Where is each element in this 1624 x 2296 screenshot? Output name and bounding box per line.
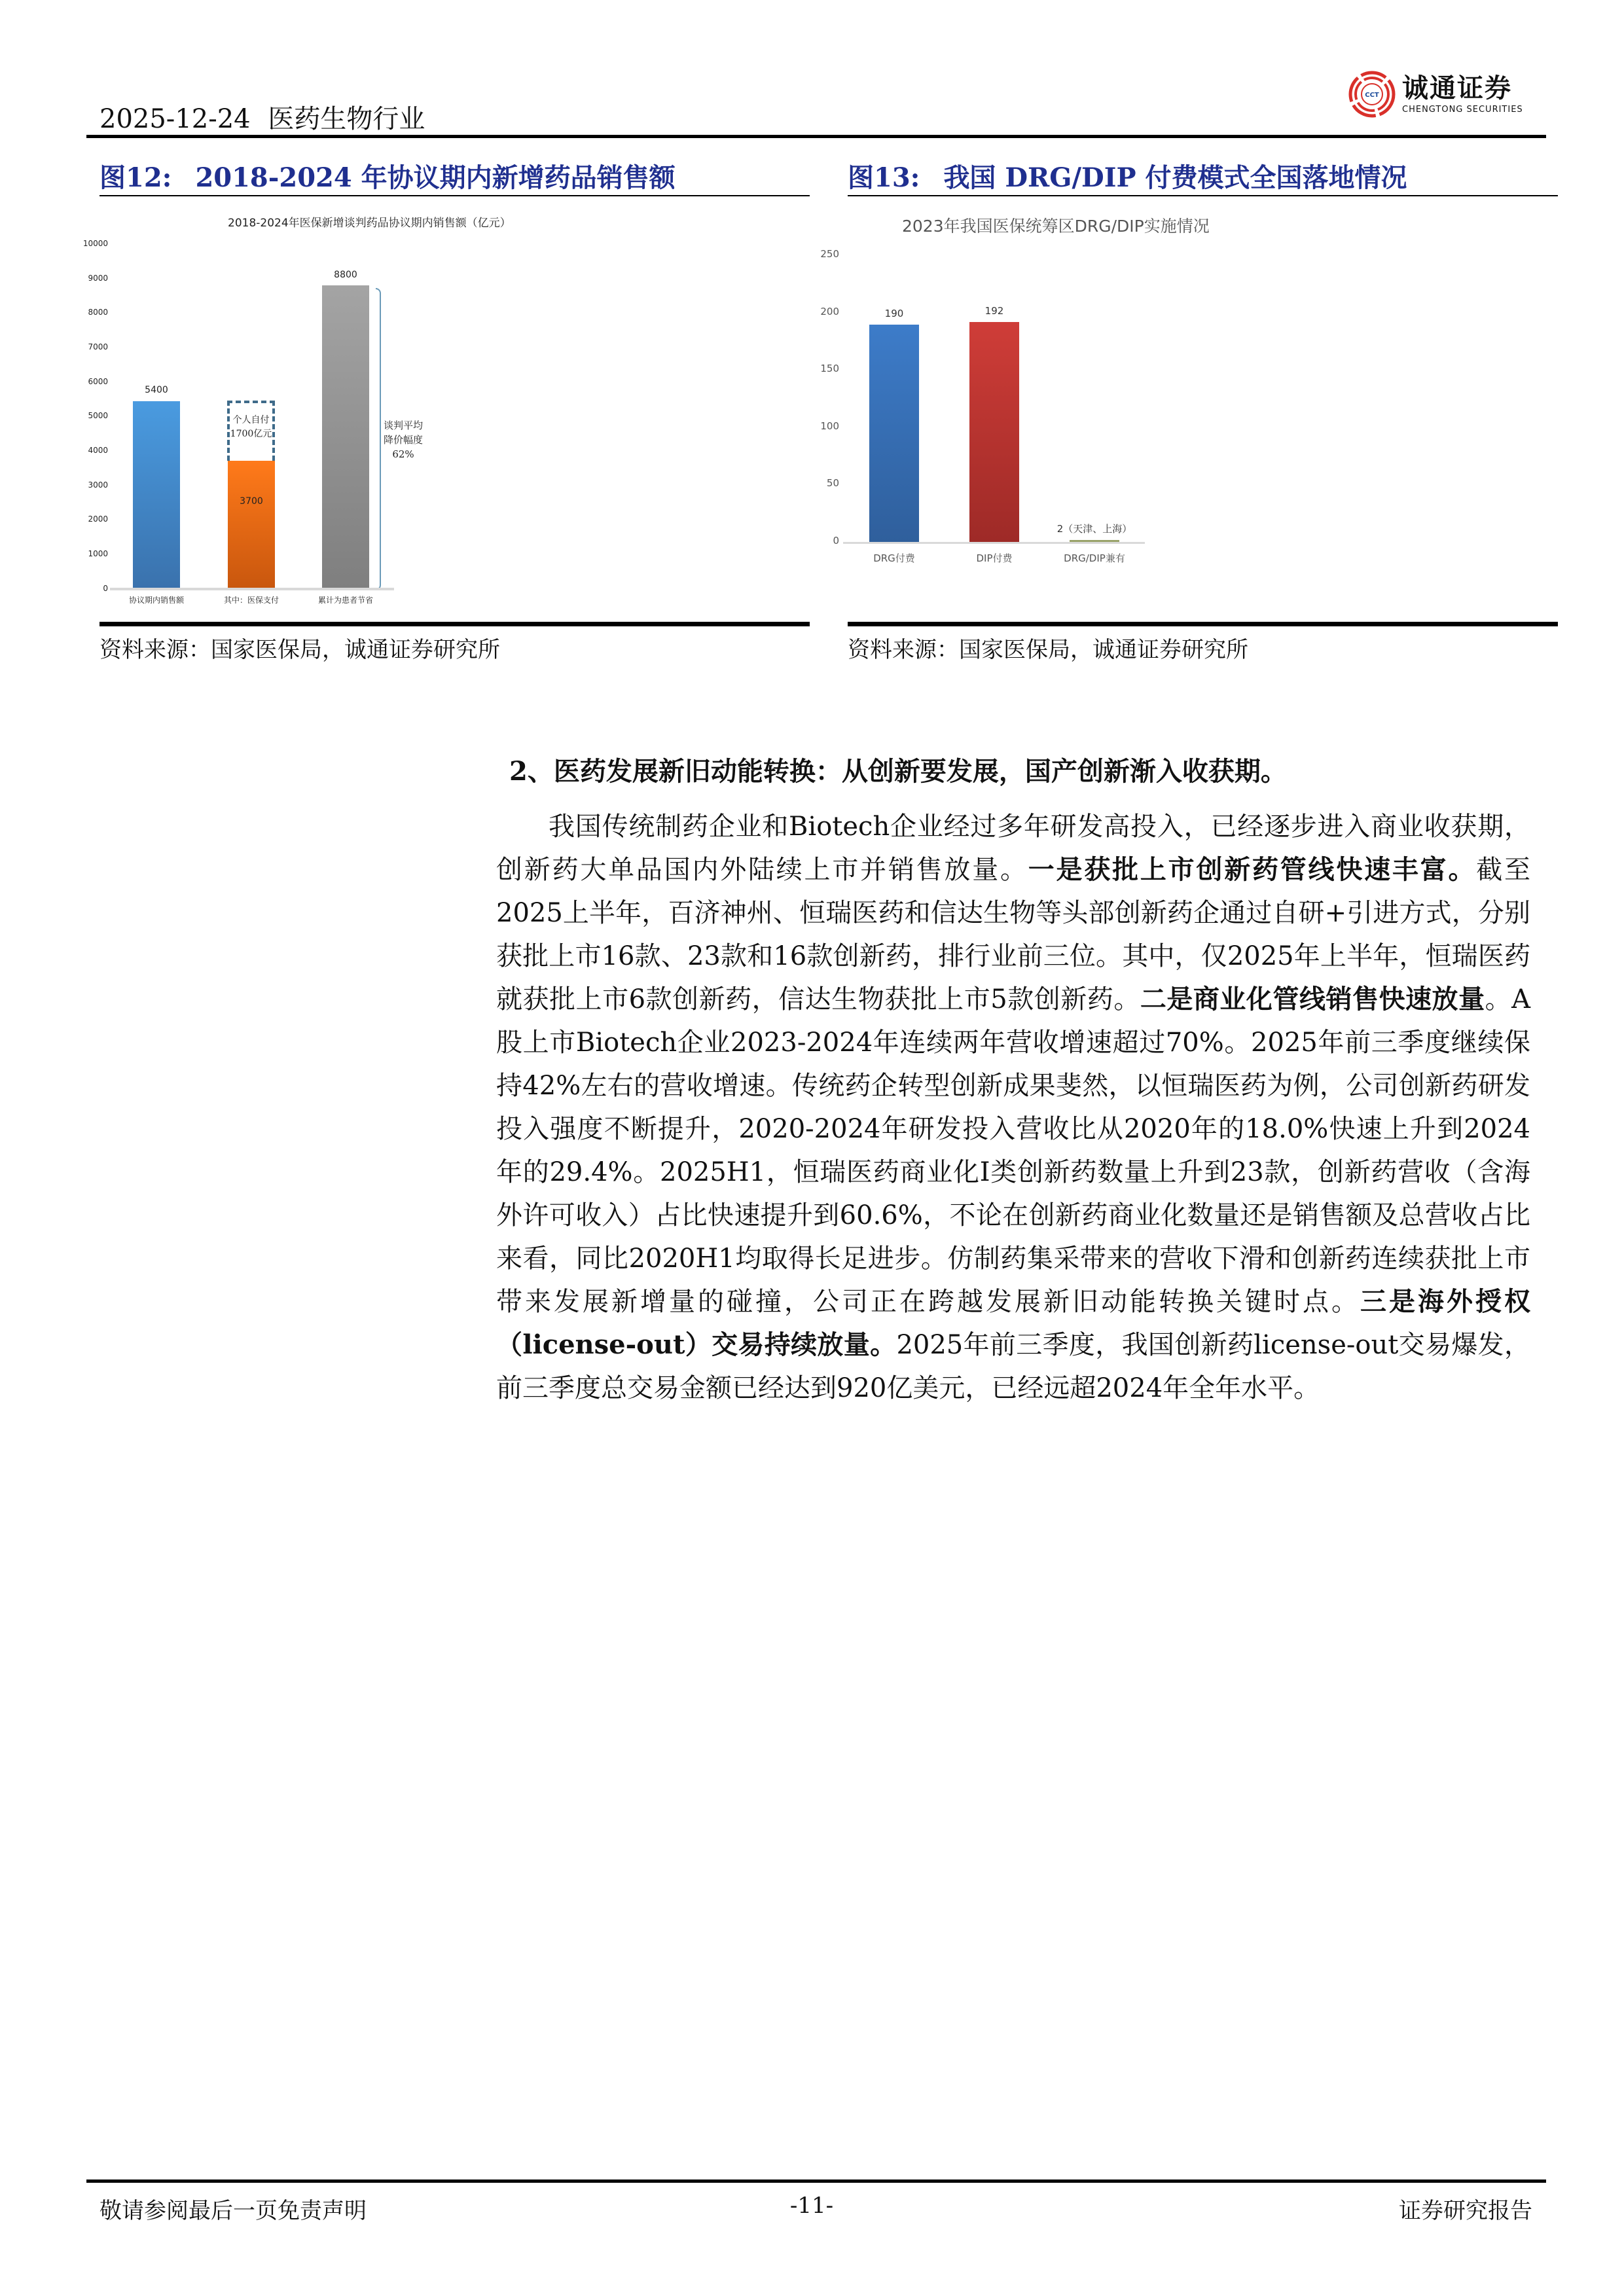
- bar-value-label: 190: [884, 308, 904, 319]
- paragraph-run: 2025年前三季度，我国创新药license-out交易爆发，前三季度总交易金额已经达到920亿美元，已经远超2024年全年水平。: [496, 1330, 1530, 1403]
- bar-patient-savings: [322, 285, 369, 588]
- y-tick: 100: [820, 420, 839, 432]
- bar-value-label: 2（天津、上海）: [1056, 523, 1132, 535]
- figure-13-chart: [818, 203, 1558, 609]
- figure-13-title: [848, 157, 1407, 194]
- bar-sales-in-agreement: [133, 401, 180, 588]
- figure-13-title-text: 我国 DRG/DIP 付费模式全国落地情况: [943, 162, 1407, 193]
- x-category-label: DRG付费: [873, 552, 915, 564]
- footer-disclaimer: 敬请参阅最后一页免责声明: [99, 2198, 367, 2224]
- y-tick: 200: [820, 306, 839, 317]
- price-cut-annotation: 谈判平均 降价幅度 62%: [383, 420, 423, 460]
- header-divider: [86, 135, 1546, 138]
- y-tick: 4000: [88, 446, 108, 455]
- bar-value-label: 3700: [240, 496, 263, 507]
- paragraph-run: 我国传统制药企业和Biotech企业经过多年研发高投入，已经逐步进入商业收获期，创新药大单品国内外陆续上市并销售放量。: [496, 812, 1530, 885]
- header-date-industry: [99, 98, 425, 135]
- figure-12-title-text: 2018-2024 年协议期内新增药品销售额: [195, 162, 676, 193]
- bar-drg-payment: [869, 325, 919, 542]
- paragraph-run-bold: 三是海外授权（license-out）交易持续放量。: [496, 1286, 1530, 1360]
- footer-doc-type: 证券研究报告: [1399, 2198, 1532, 2224]
- footer-divider: [86, 2179, 1546, 2183]
- figure-12-source: 资料来源：国家医保局，诚通证券研究所: [99, 637, 500, 663]
- y-tick: 3000: [88, 480, 108, 490]
- bar-value-label: 192: [984, 305, 1004, 317]
- page-number: -11-: [789, 2193, 834, 2219]
- section-heading: 2、医药发展新旧动能转换：从创新要发展，国产创新渐入收获期。: [509, 756, 1287, 787]
- x-axis-line: [110, 588, 394, 590]
- figure-13-top-rule: [848, 195, 1558, 196]
- figure-13-bottom-rule: [848, 622, 1558, 626]
- section-paragraph: [496, 805, 1530, 1410]
- paragraph-run-bold: 一是获批上市创新药管线快速丰富。: [1028, 854, 1477, 885]
- company-logo: [1348, 68, 1538, 120]
- y-tick: 2000: [88, 514, 108, 524]
- y-tick: 250: [820, 248, 839, 260]
- paragraph-run-bold: 二是商业化管线销售快速放量: [1140, 984, 1485, 1014]
- figure-12-bottom-rule: [99, 622, 810, 626]
- bar-value-label: 8800: [334, 270, 357, 280]
- x-category-label: 累计为患者节省: [317, 596, 373, 605]
- y-tick: 1000: [88, 549, 108, 558]
- x-axis-line: [843, 542, 1145, 544]
- x-category-label: 协议期内销售额: [128, 596, 184, 605]
- bar-insurance-payment: [228, 461, 275, 588]
- y-tick: 8000: [88, 308, 108, 317]
- y-tick: 10000: [82, 239, 108, 248]
- figure-12-top-rule: [99, 195, 810, 196]
- logo-mark-icon: [1348, 71, 1396, 118]
- header-industry: 医药生物行业: [268, 104, 425, 134]
- figure-13-label: 图13:: [848, 162, 920, 193]
- x-category-label: DRG/DIP兼有: [1064, 552, 1125, 564]
- y-tick: 0: [833, 535, 839, 547]
- paragraph-run: 。A股上市Biotech企业2023-2024年连续两年营收增速超过70%。2025年前三季度继续保持42%左右的营收增速。传统药企转型创新成果斐然，以恒瑞医药为例，公司创新药研发投入强度不断提升，2020-2024年研发投入营收比从2020年的18.0%快速上升到2024年的29.4%。2025H1，恒瑞医药商业化I类创新药数量上升到23款，创新药营收（含海外许可收入）占比快速提升到60.6%，不论在创新药商业化数量还是销售额及总营收占比来看，同比2020H1均取得长足进步。仿制药集采带来的营收下滑和创新药连续获批上市带来发展新增量的碰撞，公司正在跨越发展新旧动能转换关键时点。: [496, 984, 1530, 1317]
- bar-dip-payment: [969, 322, 1019, 542]
- y-tick: 6000: [88, 377, 108, 386]
- svg-text:CCT: CCT: [1365, 92, 1379, 99]
- x-category-label: 其中：医保支付: [223, 596, 279, 605]
- logo-name-en: CHENGTONG SECURITIES: [1402, 104, 1523, 115]
- chart-1-title: 2018-2024年医保新增谈判药品协议期内销售额（亿元）: [228, 217, 511, 230]
- y-tick: 9000: [88, 274, 108, 283]
- y-tick: 5000: [88, 411, 108, 420]
- figure-12-title: [99, 157, 676, 194]
- x-category-label: DIP付费: [976, 552, 1013, 564]
- logo-name-cn: 诚通证券: [1402, 73, 1512, 103]
- self-pay-annotation: 个人自付 1700亿元: [230, 415, 272, 439]
- paragraph-run: 截至2025上半年，百济神州、恒瑞医药和信达生物等头部创新药企通过自研+引进方式，分别获批上市16款、23款和16款创新药，排行业前三位。其中，仅2025年上半年，恒瑞医药就获批上市6款创新药，信达生物获批上市5款创新药。: [496, 855, 1531, 1014]
- y-tick: 7000: [88, 342, 108, 351]
- figure-12-chart: [82, 203, 805, 609]
- chart-2-title: 2023年我国医保统筹区DRG/DIP实施情况: [902, 217, 1210, 236]
- y-tick: 150: [820, 363, 839, 374]
- figure-12-label: 图12:: [99, 162, 172, 193]
- header-date: 2025-12-24: [99, 104, 251, 134]
- bar-value-label: 5400: [145, 385, 168, 395]
- y-tick: 50: [826, 477, 839, 489]
- figure-13-source: 资料来源：国家医保局，诚通证券研究所: [848, 637, 1248, 663]
- y-tick: 0: [103, 584, 108, 593]
